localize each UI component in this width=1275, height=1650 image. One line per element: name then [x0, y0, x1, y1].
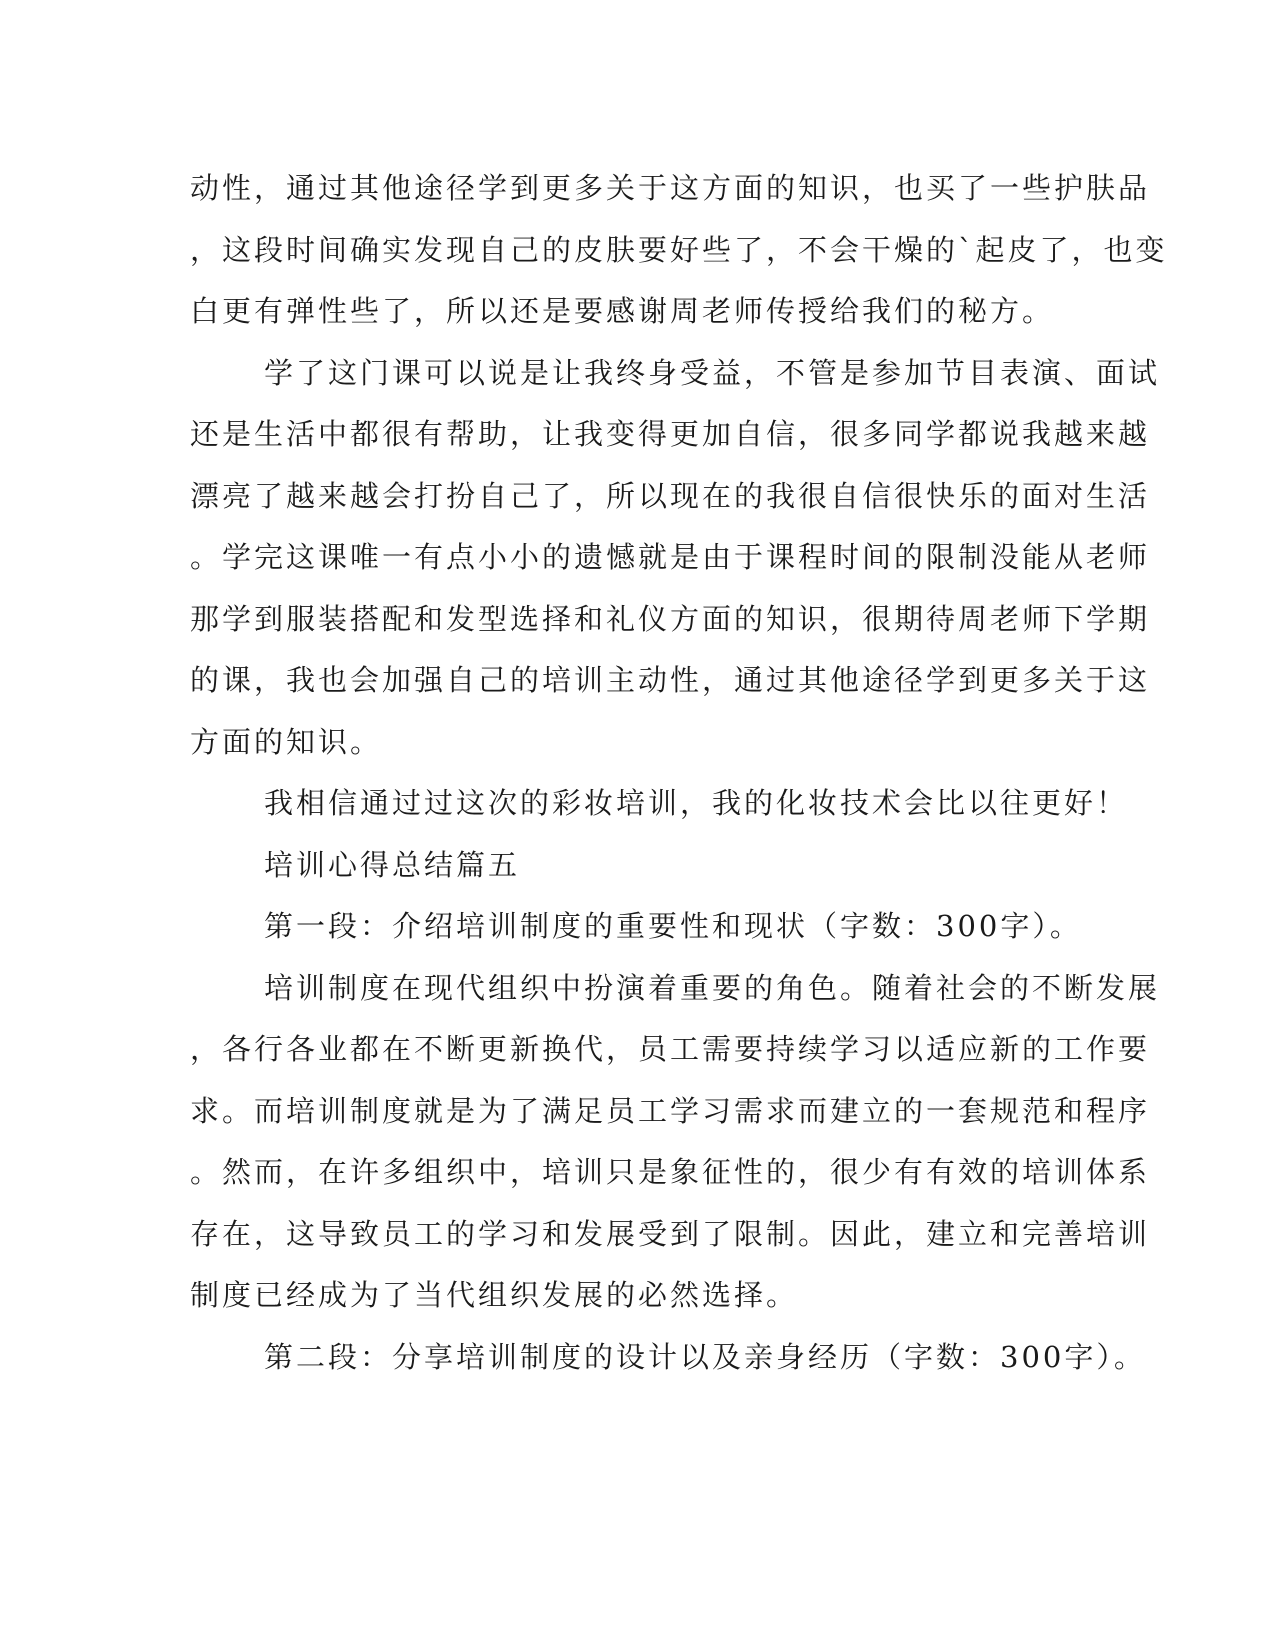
section-heading: 培训心得总结篇五 [264, 847, 521, 882]
text-line: 那学到服装搭配和发型选择和礼仪方面的知识，很期待周老师下学期 [190, 601, 1151, 636]
paragraph-start-line: 学了这门课可以说是让我终身受益，不管是参加节目表演、面试 [264, 355, 1161, 390]
text-line: 存在，这导致员工的学习和发展受到了限制。因此，建立和完善培训 [190, 1216, 1151, 1251]
text-line: 还是生活中都很有帮助，让我变得更加自信，很多同学都说我越来越 [190, 417, 1151, 451]
subsection-heading: 第二段：分享培训制度的设计以及亲身经历（字数：300字）。 [264, 1339, 1146, 1374]
text-line: 。然而，在许多组织中，培训只是象征性的，很少有有效的培训体系 [190, 1155, 1151, 1189]
text-line: 制度已经成为了当代组织发展的必然选择。 [190, 1278, 799, 1312]
text-line: 白更有弹性些了，所以还是要感谢周老师传授给我们的秘方。 [190, 294, 1055, 328]
paragraph-start-line: 培训制度在现代组织中扮演着重要的角色。随着社会的不断发展 [264, 970, 1161, 1005]
text-line: 方面的知识。 [190, 724, 383, 759]
text-line: ，这段时间确实发现自己的皮肤要好些了，不会干燥的`起皮了，也变 [190, 232, 1168, 267]
text-line: ，各行各业都在不断更新换代，员工需要持续学习以适应新的工作要 [190, 1032, 1151, 1066]
text-line: 漂亮了越来越会打扮自己了，所以现在的我很自信很快乐的面对生活 [190, 478, 1151, 513]
document-body [190, 158, 1168, 1388]
subsection-heading: 第一段：介绍培训制度的重要性和现状（字数：300字）。 [264, 909, 1082, 943]
text-line: 求。而培训制度就是为了满足员工学习需求而建立的一套规范和程序 [190, 1093, 1151, 1128]
text-line: 动性，通过其他途径学到更多关于这方面的知识，也买了一些护肤品 [190, 171, 1151, 205]
text-line: 的课，我也会加强自己的培训主动性，通过其他途径学到更多关于这 [190, 663, 1151, 697]
text-line: 。学完这课唯一有点小小的遗憾就是由于课程时间的限制没能从老师 [190, 540, 1151, 574]
paragraph-start-line: 我相信通过过这次的彩妆培训，我的化妆技术会比以往更好！ [264, 786, 1129, 820]
